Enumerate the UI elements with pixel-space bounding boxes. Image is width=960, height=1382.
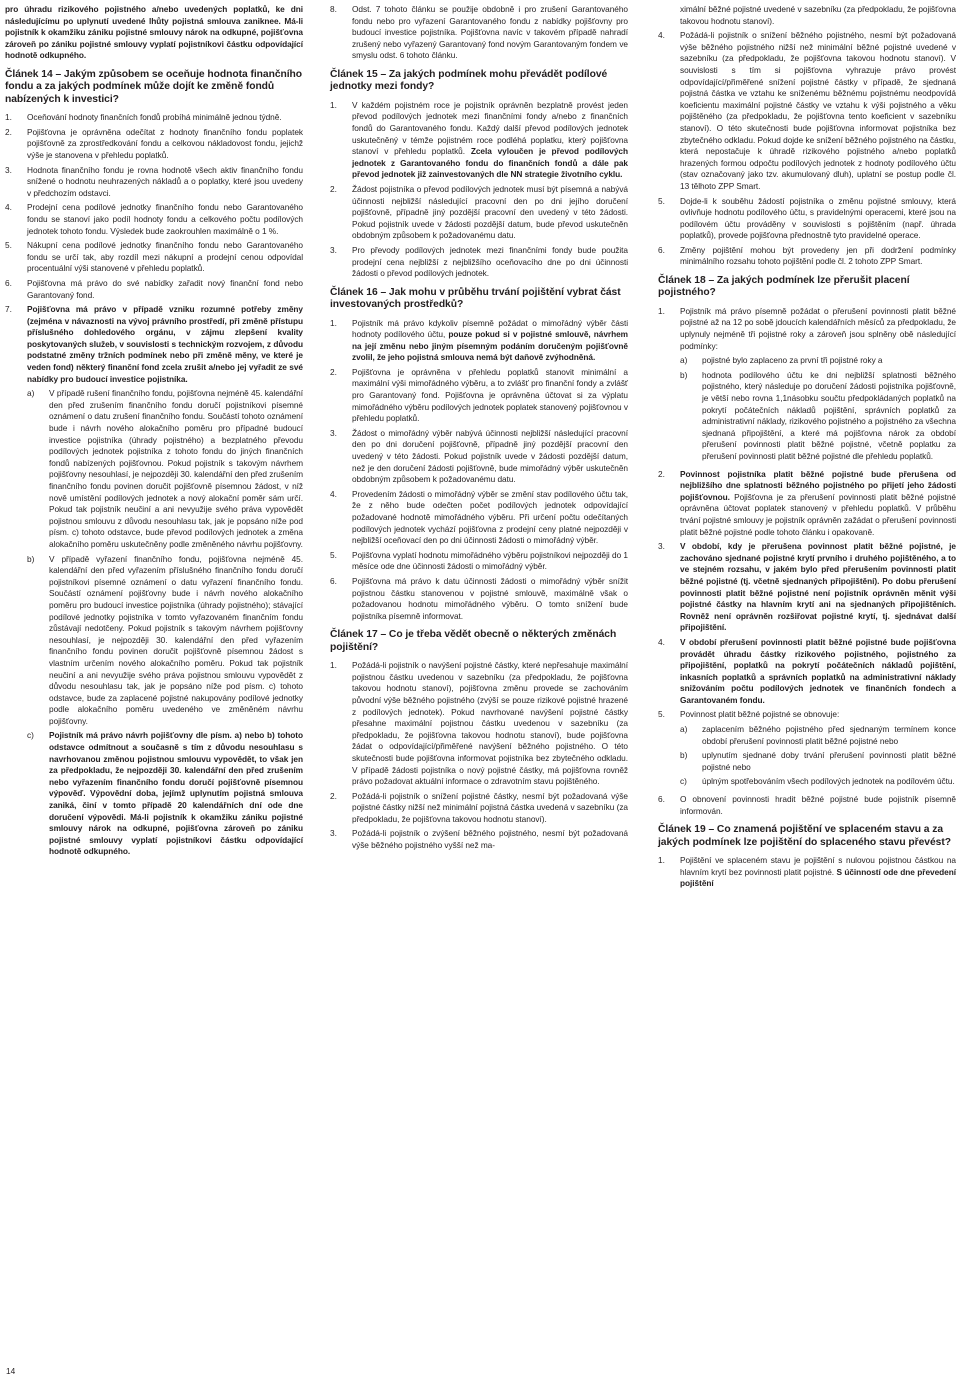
intro-text: pro úhradu rizikového pojistného a/nebo uvedených poplatků, ke dni následujícímu po uplynutí uvedené lhůty pojistná smlouva zaniknee. Má-li pojistník k okamžiku zániku pojistné smlouvy nárok na odkupné, pojišťovna zároveň po zániku pojistné smlouvy vyplatí pojistníkovi částku odpovídající hodnotě odkupného.: [5, 4, 303, 61]
list-item: 2. Povinnost pojistníka platit běžné pojistné bude přerušena od nejbližšího dne splatnosti běžného pojistného po přijetí jeho žádosti pojišťovnou. Pojišťovna je za přerušení povinnosti platit běžné pojistné oprávněna účtovat poplatek stanovený v přehledu poplatků. V průběhu trvání pojistné smlouvy je pojistník oprávněn zažádat o přerušení povinnosti platit běžné pojistné podle tohoto článku i opakovaně.: [658, 468, 956, 537]
list-item: 5. Pojišťovna vyplatí hodnotu mimořádného výběru pojistníkovi nejpozději do 1 měsíce ode dne účinnosti žádosti o mimořádný výběr.: [330, 549, 628, 572]
sub-item: c) Pojistník má právo návrh pojišťovny dle písm. a) nebo b) tohoto odstavce odmítnout a současně s tím z důvodu nesouhlasu s navrhovanou změnou pojistnou smlouvu vypovědět, to však jen za předpokladu, že nejpozději 30. kalendářní den před zrušením nebo vyřazením finančního fondu doručí pojišťovně písemnou výpověď. Výpovědní doba, jejímž uplynutím pojistná smlouva zaniká, činí v tomto případě 20 kalendářních dní ode dne doručení výpovědi. Má-li pojistník k okamžiku zániku pojistné smlouvy nárok na odkupné, pojišťovna zároveň po zániku pojistné smlouvy vyplatí pojistníkovi částku odpovídající hodnotě odkupného.: [27, 730, 303, 857]
list-item: 1. Požádá-li pojistník o navýšení pojistné částky, které nepřesahuje maximální pojistnou částku uvedenou v sazebníku (za předpokladu, že pojišťovna takovou hodnotu stanoví), pojišťovna změnu provede se zachováním původní výše běžného pojistného (zvýší se pouze rizikové pojistné hrazené z podílových jednotek). Pokud navrhované navýšení pojistné částky přesahne maximální pojistnou částku uvedenou v sazebníku (za předpokladu, že pojišťovna takovou hodnotu stanoví), bude pojišťovna žádat o odpovídající/přiměřené navýšení běžného pojistného. O této skutečnosti bude pojišťovna informovat pojistníka bez zbytečného odkladu. V případě žádosti pojistníka o nový pojistné částky, má pojišťovna rovněž právo požadovat aktuální informace o zdravotním stavu pojištěného.: [330, 660, 628, 787]
article-19-title: Článek 19 – Co znamená pojištění ve splaceném stavu a za jakých podmínek lze pojištění do splaceného stavu převést?: [658, 824, 951, 848]
list-item: 1. Oceňování hodnoty finančních fondů probíhá minimálně jednou týdně.: [5, 112, 282, 123]
list-item: 2. Požádá-li pojistník o snížení pojistné částky, nesmí být požadovaná výše pojistné částky nižší než minimální pojistná částka uvedená v sazebníku (za předpokladu, že pojišťovna takovou hodnotu stanoví).: [330, 790, 628, 824]
column-1: [5, 4, 303, 864]
list-item: 2. Žádost pojistníka o převod podílových jednotek musí být písemná a nabývá účinnosti nejbližší následující pracovní den po dni jejího doručení pojišťovně, případně jiný pozdější pracovní den uvedený v této žádosti. Pokud pojistník uvede v žádosti pozdější datum, bude převod uskutečněn obdobným způsobem k požadovanému datu.: [330, 183, 628, 241]
list-item: 3. Požádá-li pojistník o zvýšení běžného pojistného, nesmí být požadovaná výše běžného pojistného vyšší než ma-: [330, 828, 628, 851]
sub-item: c) úplným spotřebováním všech podílových jednotek na podílovém účtu.: [680, 776, 955, 787]
list-item: 8. Odst. 7 tohoto článku se použije obdobně i pro zrušení Garantovaného fondu nebo pro vyřazení Garantovaného fondu z nabídky pojišťovny pro budoucí investice pojistníka. Pojišťovna navíc v takovém případě nahradí zrušený nebo vyřazený Garantovaný fond novým Garantovaným fondem ve smyslu odst. 6 tohoto článku.: [330, 4, 628, 61]
sub-item: b) hodnota podílového účtu ke dni nejbližší splatnosti běžného pojistného, který následuje po doručení žádosti pojistníka pojišťovně, je větší nebo rovna 1,1násobku součtu předpokládaných poplatků na pokrytí počátečních nákladů pojištění, správních poplatků za administrativní náklady, rizikového pojistného a pojistného za všechna sjednaná připojištění, a které má pojišťovna nárok za období přerušení povinnosti platit běžné pojistné, včetně poplatku za přerušení povinnosti platit běžné pojistné dle přehledu poplatků.: [680, 369, 956, 461]
list-item: 3. Žádost o mimořádný výběr nabývá účinnosti nejbližší následující pracovní den po dni doručení pojišťovně, případně jiný pozdější pracovní den uvedený v této žádosti. Pokud pojistník uvede v žádosti pozdější datum, než je den doručení žádosti pojišťovně, bude mimořádný výběr uskutečněn obdobným způsobem k požadovanému datu.: [330, 427, 628, 485]
list-item: 5. Povinnost platit běžné pojistné se obnovuje: a) zaplacením běžného pojistného před sjednaným termínem konce období přerušení povinnosti platit běžné pojistné nebo b) uplynutím sjednané doby trvání přerušení povinnosti platit běžné pojistné nebo c) úplným spotřebováním všech podílových jednotek na podílovém účtu.: [658, 709, 956, 787]
list-item: 6. Pojišťovna má právo do své nabídky zařadit nový finanční fond nebo Garantovaný fond.: [5, 277, 303, 300]
paragraph-text: Pojišťovna má právo v případě vzniku rozumné potřeby změny (zejména v návaznosti na vývoj právního prostředí, při změně přístupu příslušného dohledového orgánu, v zájmu zlepšení kvality poskytovaných služeb, v souvislosti s technickým rozvojem, z důvodu podstatné změny tržních podmínek nebo při změně měny, ve které je veden fond) některý finanční fond zcela zrušit a/nebo jej vyřadit ze své nabídky pro budoucí investice pojistníka.: [27, 304, 303, 384]
list-item: 4. Provedením žádosti o mimořádný výběr se změní stav podílového účtu tak, že z něho bude odečten počet podílových jednotek odpovídající požadované hodnotě mimořádného výběru. Při určení počtu odečítaných podílových jednotek vychází pojišťovna z prodejní ceny platné nejpozději v nejbližší oceňovací den po dni účinnosti žádosti o mimořádný výběr.: [330, 488, 628, 546]
list-item: 1. Pojistník má právo písemně požádat o přerušení povinnosti platit běžné pojistné až na 12 po sobě jdoucích kalendářních měsíců za předpokladu, že uplynuly nejméně tři pojistné roky a zároveň jsou splněny obě následující podmínky: a) pojistné bylo zaplaceno za první tři pojistné roky a b) hodnota podílového účtu ke dni nejbližší splatnosti běžného pojistného, který následuje po doručení žádosti pojistníka pojišťovně, je větší nebo rovna 1,1násobku součtu předpokládaných poplatků na pokrytí počátečních nákladů pojištění, správních poplatků za administrativní náklady, rizikového pojistného a pojistného za všechna sjednaná připojištění, a které má pojišťovna nárok za období přerušení povinnosti platit běžné pojistné, včetně poplatku za přerušení povinnosti platit běžné pojistné dle přehledu poplatků.: [658, 305, 956, 461]
list-item: 1. V každém pojistném roce je pojistník oprávněn bezplatně provést jeden převod podílových jednotek mezi finančními fondy a/nebo z finančních fondů do Garantovaného fondu. Každý další převod podílových jednotek uskutečněný v témže pojistném roce podléhá poplatku, který pojišťovna stanoví v přehledu poplatků. Zcela vyloučen je převod podílových jednotek z Garantovaného fondu do finančních fondů a dále pak převod jednotek již zainvestovaných dle NN strategie životního cyklu.: [330, 99, 629, 180]
article-16-title: Článek 16 – Jak mohu v průběhu trvání pojištění vybrat část investovaných prostředků?: [330, 286, 621, 311]
article-14-title: Článek 14 – Jakým způsobem se oceňuje hodnota finančního fondu a za jakých podmínek může dojít ke změně fondů nabízených k investici?: [5, 68, 303, 105]
list-item: 3. Pro převody podílových jednotek mezi finančními fondy bude použita prodejní cena nejbližší z nejbližšího oceňovacího dne po dni účinnosti žádosti o převod podílových jednotek.: [330, 244, 628, 279]
list-item: 2. Pojišťovna je oprávněna v přehledu poplatků stanovit minimální a maximální výši mimořádného výběru, a to zvlášť pro finanční fondy a zvlášť pro Garantovaný fond. Pojišťovna je oprávněna účtovat si za výplatu mimořádného výběru podílových jednotek poplatek stanovený pojišťovnou v přehledu poplatků.: [330, 366, 628, 424]
list-item: 4. V období přerušení povinnosti platit běžné pojistné bude pojišťovna provádět úhradu částky rizikového pojistného, pojistného za připojištění, poplatků na pokrytí počátečních nákladů pojištění, inkasních poplatků a správních poplatků na administrativní náklady snižováním počtu podílových jednotek ve finančních fondech a Garantovaném fondu.: [658, 636, 956, 705]
sub-item: a) pojistné bylo zaplaceno za první tři pojistné roky a: [680, 355, 883, 366]
list-item: 1. Pojištění ve splaceném stavu je pojištění s nulovou pojistnou částkou na hlavním krytí bez povinnosti platit pojistné. S účinností ode dne převedení pojištění: [658, 855, 956, 889]
sub-item: a) zaplacením běžného pojistného před sjednaným termínem konce období přerušení povinnosti platit běžné pojistné nebo: [680, 724, 956, 746]
list-item: 6. Pojišťovna má právo k datu účinnosti žádosti o mimořádný výběr snížit pojistnou částku stanovenou v pojistné smlouvě, maximálně však o požadovanou hodnotu mimořádného výběru. O tomto snížení bude pojistníka písemně informovat.: [330, 575, 628, 621]
list-item: 5. Nákupní cena podílové jednotky finančního fondu nebo Garantovaného fondu se určí tak, aby rozdíl mezi nákupní a prodejní cenou odpovídal procentuální výši stanovené v přehledu poplatků.: [5, 240, 303, 274]
column-3: [658, 4, 956, 893]
list-item: ximální běžné pojistné uvedené v sazebníku (za předpokladu, že pojišťovna takovou hodnotu stanoví).: [680, 4, 956, 26]
list-item: 2. Pojišťovna je oprávněna odečítat z hodnoty finančního fondu poplatek pojišťovně za zprostředkování fondu a celkovou nákladovost fondu, jejichž výše je stanovena v přehledu poplatků.: [5, 126, 303, 160]
list-item: 1. Pojistník má právo kdykoliv písemně požádat o mimořádný výběr části hodnoty podílového účtu, pouze pokud si v pojistné smlouvě, návrhem na její změnu nebo jiným písemným podáním doručeným pojišťovně zvolil, že jeho pojistná smlouva nemá být daňově zvýhodněná.: [330, 317, 628, 363]
column-2: [330, 4, 628, 855]
list-item: 3. V období, kdy je přerušena povinnost platit běžné pojistné, je zachováno sjednané pojistné krytí prvního i druhého pojištěného, a to ve stejném rozsahu, v jakém bylo před přerušením povinnosti platit běžné pojistné (tj. včetně sjednaných připojištění). Po dobu přerušení povinnosti platit běžné pojistné není pojistník oprávněn měnit výši pojistné částky na hlavním krytí ani na sjednaných připojištěních. Rovněž není oprávněn rozšiřovat pojistné krytí, tj. sjednávat další připojištění.: [658, 541, 956, 633]
list-item: 4. Prodejní cena podílové jednotky finančního fondu nebo Garantovaného fondu se stanoví jako podíl hodnoty fondu a celkového počtu podílových jednotek tohoto fondu. Výsledek bude zaokrouhlen maximálně o 1 %.: [5, 202, 303, 236]
article-15-title: Článek 15 – Za jakých podmínek mohu převádět podílové jednotky mezi fondy?: [330, 68, 608, 93]
sub-item: a) V případě rušení finančního fondu, pojišťovna nejméně 45. kalendářní den před zrušením finančního fondu doručí pojistníkovi písemné oznámení o datu zrušení finančního fondu. Součástí tohoto oznámení bude i návrh nového alokačního poměru pro případné budoucí investice pojistníka (úhrady pojistného) a bezplatného převodu podílových jednotek pojistníka z tohoto fondu do jiných finančních fondů nabízených pojišťovnou. Pokud pojistník s takovým návrhem pojišťovny nesouhlasí, je nejpozději 30. kalendářní den před zrušením finančního fondu povinen doručit pojišťovně písemnou žádost, v níž nově umístění podílových jednotek a nový alokační poměr sám určí. Pokud tak pojistník neučiní a ani nevyužije svého práva vypovědět pojistnou smlouvu z důvodu nesouhlasu tak, jak je popsáno níže pod písm. c) tohoto odstavce, bude převod podílových jednotek a změna alokačního poměru uskutečněny podle změněného návrhu pojišťovny.: [27, 388, 303, 549]
list-item: 7. Pojišťovna má právo v případě vzniku rozumné potřeby změny (zejména v návaznosti na vývoj právního prostředí, při změně přístupu příslušného dohledového orgánu, v zájmu zlepšení kvality poskytovaných služeb, v souvislosti s technickým rozvojem, z důvodu podstatné změny tržních podmínek nebo při změně měny, ve které je veden fond) některý finanční fond zcela zrušit a/nebo jej vyřadit ze své nabídky pro budoucí investice pojistníka. a) V případě rušení finančního fondu, pojišťovna nejméně 45. kalendářní den před zrušením finančního fondu doručí pojistníkovi písemné oznámení o datu zrušení finančního fondu. Součástí tohoto oznámení bude i návrh nového alokačního poměru pro případné budoucí investice pojistníka (úhrady pojistného) a bezplatného převodu podílových jednotek pojistníka z tohoto fondu do jiných finančních fondů nabízených pojišťovnou. Pokud pojistník s takovým návrhem pojišťovny nesouhlasí, je nejpozději 30. kalendářní den před zrušením finančního fondu povinen doručit pojišťovně písemnou žádost, v níž nově umístění podílových jednotek a nový alokační poměr sám určí. Pokud tak pojistník neučiní a ani nevyužije svého práva vypovědět pojistnou smlouvu z důvodu nesouhlasu tak, jak je popsáno níže pod písm. c) tohoto odstavce, bude převod podílových jednotek a změna alokačního poměru uskutečněny podle změněného návrhu pojišťovny. b) V případě vyřazení finančního fondu, pojišťovna nejméně 45. kalendářní den před vyřazením příslušného finančního fondu doručí pojistníkovi písemné oznámení o datu vyřazení finančního fondu. Součástí oznámení pojišťovny bude i návrh nového alokačního poměru pro budoucí investice pojistníka (úhrady pojistného); stávající podílové jednotky pojistníka v tomto vyřazovaném finančním fondu zůstávají nedotčeny. Pokud pojistník s takovým návrhem pojišťovny nesouhlasí, je nejpozději 30. kalendářní den před vyřazením finančního fondu povinen doručit pojišťovně písemnou žádost s vlastním určením nového alokačního poměru. Pokud tak pojistník neučiní a ani nevyužije svého práva pojistnou smlouvu vypovědět z důvodu nesouhlasu tak, jak je popsáno níže pod písm. c) tohoto odstavce, bude za zaplacené pojistné nakupovány podílové jednotky podle alokačního poměru uvedeného ve změněném návrhu pojišťovny. c) Pojistník má právo návrh pojišťovny dle písm. a) nebo b) tohoto odstavce odmítnout a současně s tím z důvodu nesouhlasu s navrhovanou změnou pojistnou smlouvu vypovědět, to však jen za předpokladu, že nejpozději 30. kalendářní den před zrušením nebo vyřazením finančního fondu doručí pojišťovně písemnou výpověď. Výpovědní doba, jejímž uplynutím pojistná smlouva zaniká, činí v tomto případě 20 kalendářních dní ode dne doručení výpovědi. Má-li pojistník k okamžiku zániku pojistné smlouvy nárok na odkupné, pojišťovna zároveň po zániku pojistné smlouvy vyplatí pojistníkovi částku odpovídající hodnotě odkupného.: [5, 304, 303, 857]
list-item: 5. Dojde-li k souběhu žádostí pojistníka o změnu pojistné smlouvy, která ovlivňuje hodnotu podílového účtu, s pravidelnými operacemi, které jsou na podílovém účtu prováděny v souvislosti s pojištěním (např. úhrada poplatků), provede pojišťovna přednostně tyto pravidelné operace.: [658, 195, 956, 241]
sub-item: b) V případě vyřazení finančního fondu, pojišťovna nejméně 45. kalendářní den před vyřazením příslušného finančního fondu doručí pojistníkovi písemné oznámení o datu vyřazení finančního fondu. Součástí oznámení pojišťovny bude i návrh nového alokačního poměru pro budoucí investice pojistníka (úhrady pojistného); stávající podílové jednotky pojistníka v tomto vyřazovaném finančním fondu zůstávají nedotčeny. Pokud pojistník s takovým návrhem pojišťovny nesouhlasí, je nejpozději 30. kalendářní den před vyřazením finančního fondu povinen doručit pojišťovně písemnou žádost s vlastním určením nového alokačního poměru. Pokud tak pojistník neučiní a ani nevyužije svého práva pojistnou smlouvu vypovědět z důvodu nesouhlasu tak, jak je popsáno níže pod písm. c) tohoto odstavce, bude za zaplacené pojistné nakupovány podílové jednotky podle alokačního poměru uvedeného ve změněném návrhu pojišťovny.: [27, 553, 303, 726]
article-17-title: Článek 17 – Co je třeba vědět obecně o některých změnách pojištění?: [330, 629, 617, 653]
sub-item: b) uplynutím sjednané doby trvání přerušení povinnosti platit běžné pojistné nebo: [680, 750, 956, 772]
list-item: 4. Požádá-li pojistník o snížení běžného pojistného, nesmí být požadovaná výše běžného pojistného nižší než minimální běžné pojistné uvedené v sazebníku (za předpokladu, že pojišťovna takovou hodnotu stanoví). V souvislosti s tím si pojišťovna vyhrazuje právo provést odpovídající/přiměřené snížení pojistné částky v případě, že sjednaná pojistná částka ve vztahu ke sníženému běžnému pojistnému neodpovídá koeficientu maximální pojistné částky ve vztahu k výši pojistného a věku pojištěného (za předpokladu, že pojišťovna tento koeficient v sazebníku stanoví). O této skutečnosti bude pojišťovna informovat pojistníka bez zbytečného odkladu. Pokud dojde ke snížení běžného pojistného na částku, která nepostačuje k úhradě rizikového pojistného a/nebo poplatků hrazených formou odpočtu podílových jednotek z hodnoty podílového účtu (stav označovaný jako tzv. akumulovaný dluh), uplatní se postup podle čl. 13 tělhoto ZPP Smart.: [658, 30, 956, 191]
list-item: 6. Změny pojištění mohou být provedeny jen při dodržení podmínky minimálního rozsahu tohoto pojištění podle čl. 2 tohoto ZPP Smart.: [658, 244, 956, 267]
list-item: 6. O obnovení povinnosti hradit běžné pojistné bude pojistník písemně informován.: [658, 794, 956, 816]
list-item: 3. Hodnota finančního fondu je rovna hodnotě všech aktiv finančního fondu snížené o hodnotu neuhrazených nákladů a o poplatky, které jsou uvedeny v předchozím odstavci.: [5, 164, 303, 198]
article-18-title: Článek 18 – Za jakých podmínek lze přerušit placení pojistného?: [658, 275, 910, 299]
page-number: 14: [6, 1366, 16, 1376]
